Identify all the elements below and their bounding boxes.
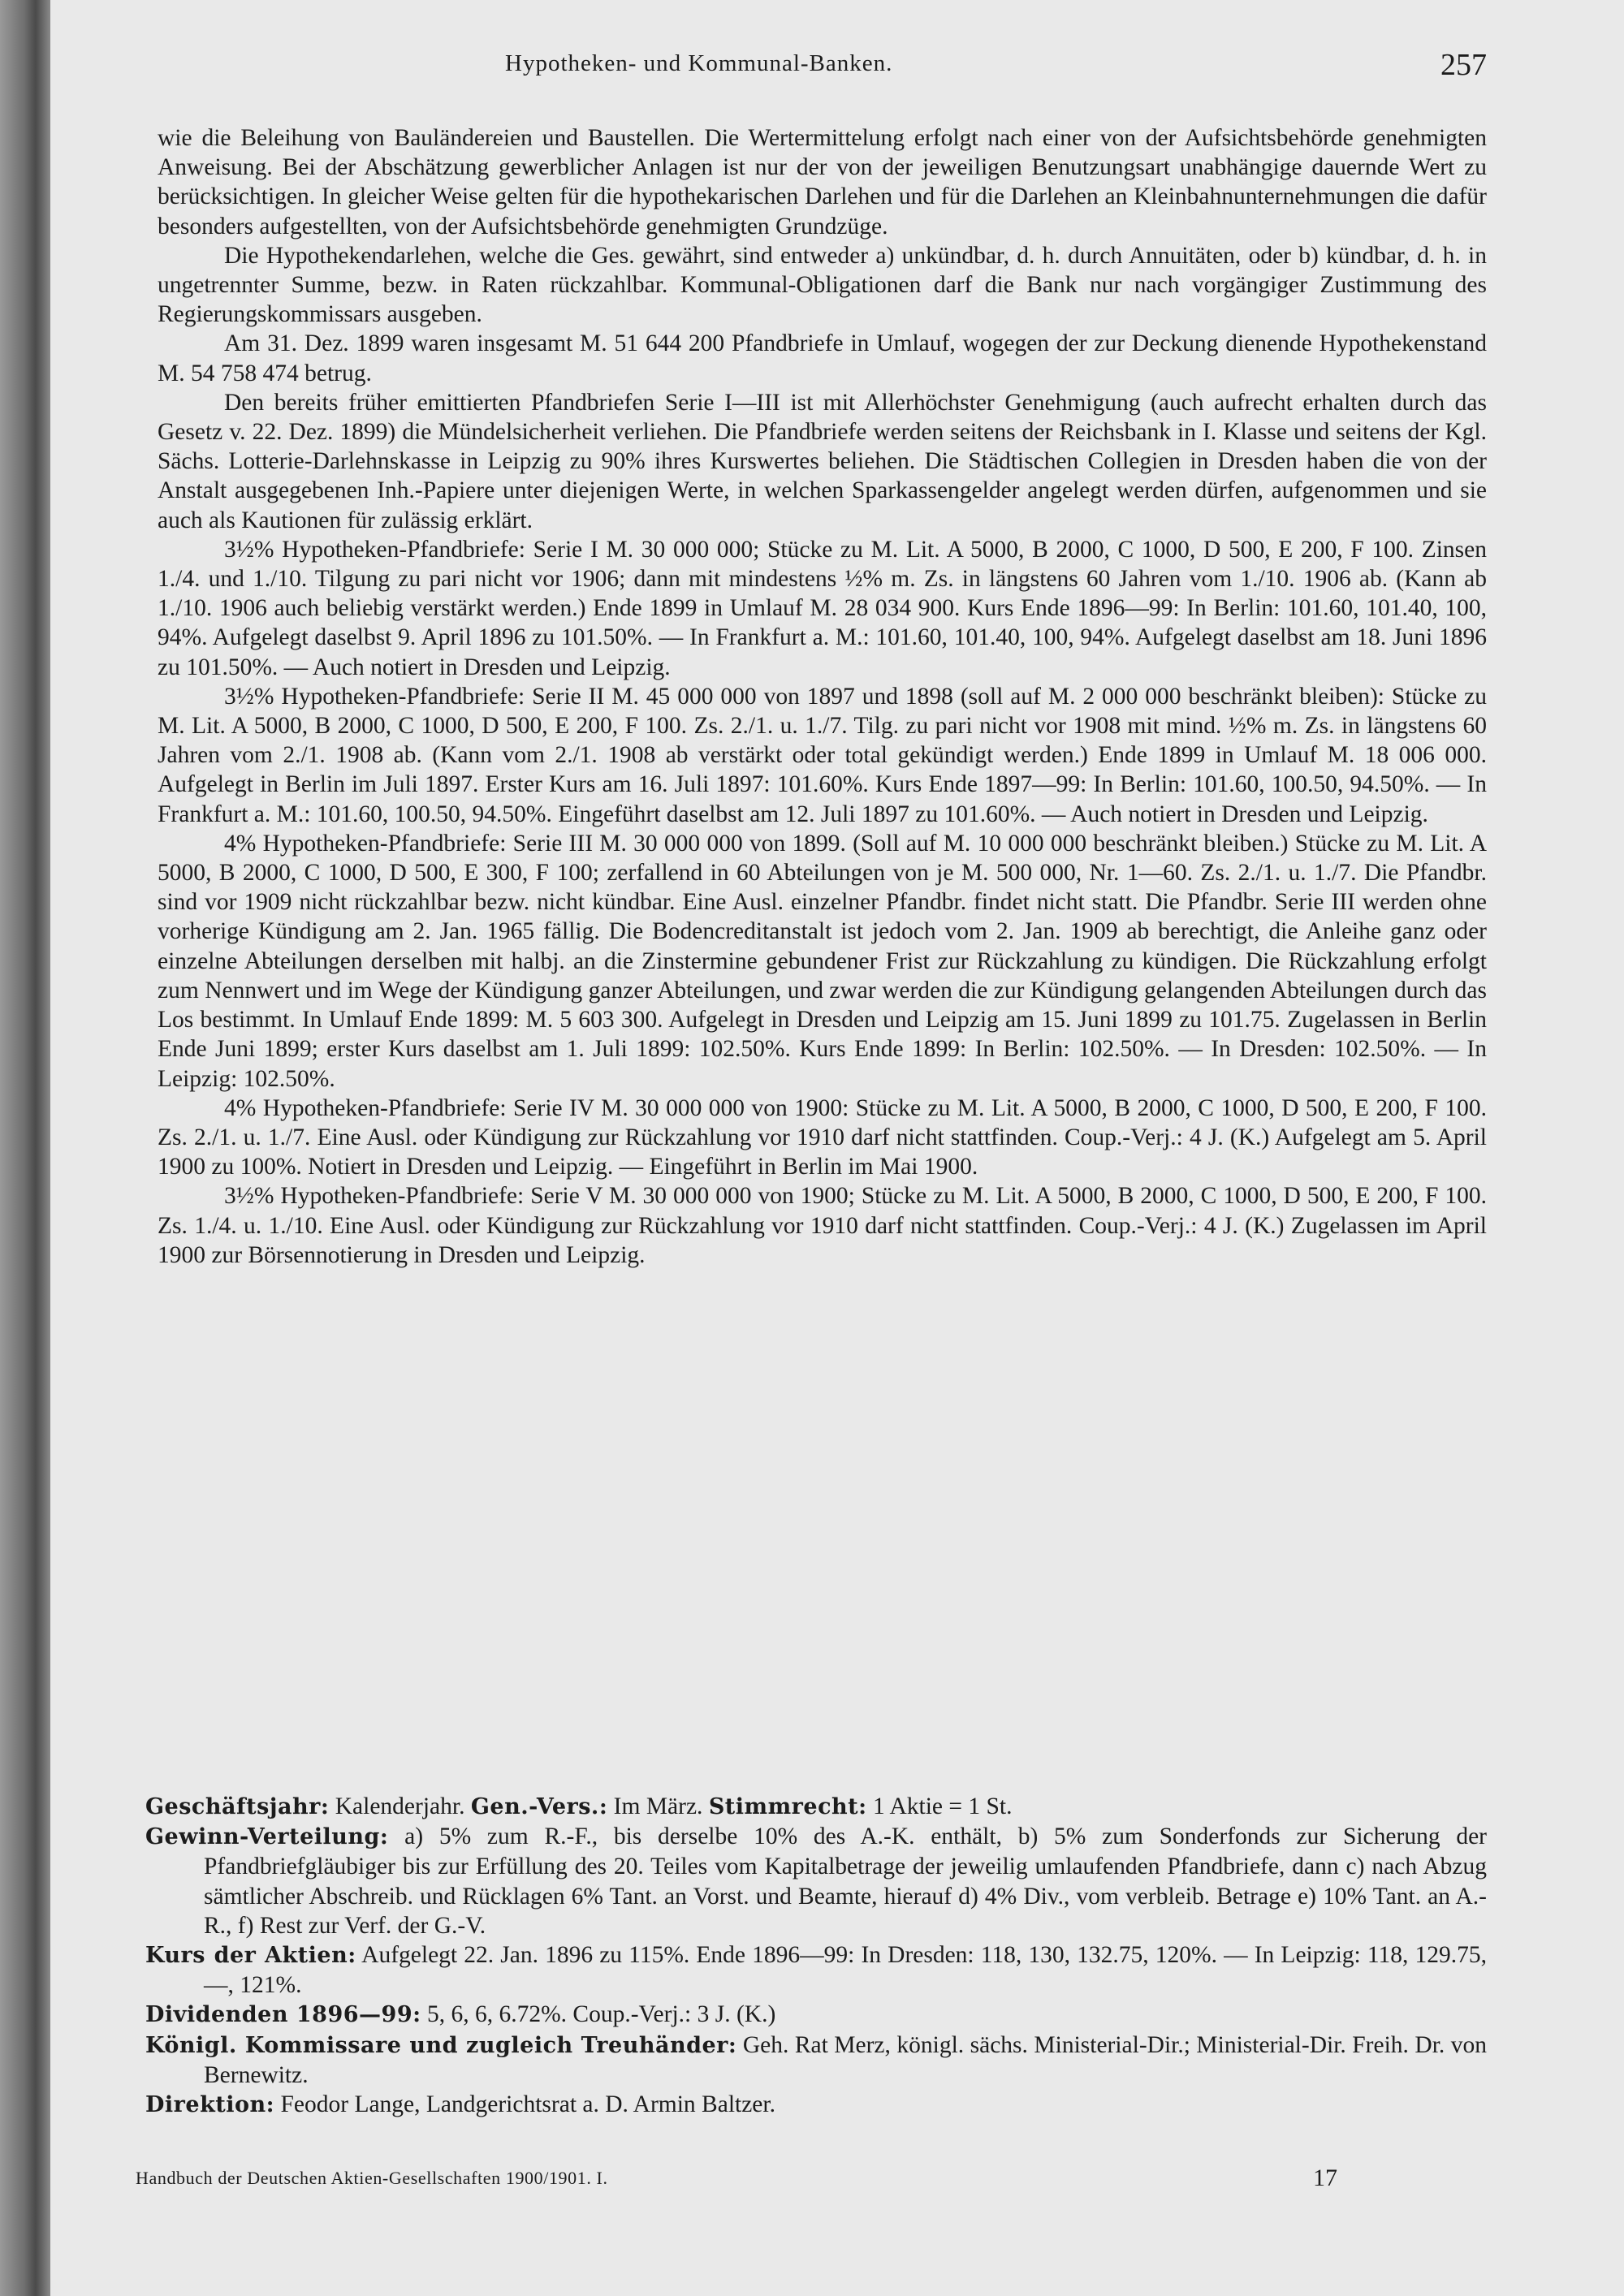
running-title: Hypotheken- und Kommunal-Banken. (505, 50, 893, 76)
paragraph-serie-3: 4% Hypotheken-Pfandbriefe: Serie III M. 30 000 000 von 1899. (Soll auf M. 10 000 000 beschränkt bleiben.) Stücke zu M. Lit. A 5000, B 2000, C 1000, D 500, E 300, F 100; zerfallend in 60 Abteilungen von je M. 500 000, Nr. 1—60. Zs. 2./1. u. 1./7. Die Pfandbr. sind vor 1909 nicht rückzahlbar bezw. nicht kündbar. Eine Ausl. einzelner Pfandbr. findet nicht statt. Die Pfandbr. Serie III werden ohne vorherige Kündigung am 2. Jan. 1965 fällig. Die Bodencreditanstalt ist jedoch vom 2. Jan. 1909 ab berechtigt, die Anleihe ganz oder einzelne Abteilungen derselben mit halbj. an die Zinstermine gebundener Frist zur Rückzahlung zu kündigen. Die Rückzahlung erfolgt zum Nennwert und im Wege der Kündigung ganzer Abteilungen, und zwar werden die zur Kündigung gelangenden Abteilungen durch das Los bestimmt. In Umlauf Ende 1899: M. 5 603 300. Aufgelegt in Dresden und Leipzig am 15. Juni 1899 zu 101.75. Zugelassen in Berlin Ende Juni 1899; erster Kurs daselbst am 1. Juli 1899: 102.50%. Kurs Ende 1899: In Berlin: 102.50%. — In Dresden: 102.50%. — In Leipzig: 102.50%. (158, 830, 1487, 1092)
entry-kurs-der-aktien (145, 1940, 1487, 2000)
company-facts (145, 1792, 1487, 2120)
entry-label: Direktion: (145, 2092, 275, 2118)
paragraph-muendelsicherheit: Den bereits früher emittierten Pfandbriefen Serie I—III ist mit Allerhöchster Genehmigung (auch aufrecht erhalten durch das Gesetz v. 22. Dez. 1899) die Mündelsicherheit verliehen. Die Pfandbriefe werden seitens der Reichsbank in I. Klasse und seitens der Kgl. Sächs. Lotterie-Darlehnskasse in Leipzig zu 90% ihres Kurswertes beliehen. Die Städtischen Collegien in Dresden haben die von der Anstalt ausgegebenen Inh.-Papiere unter diejenigen Werte, in welchen Sparkassengelder angelegt werden dürfen, aufgenommen und sie auch als Kautionen für zulässig erklärt. (158, 389, 1487, 533)
book-binding-edge (0, 0, 50, 2296)
signature-mark: 17 (1313, 2164, 1337, 2191)
entry-text: Feodor Lange, Landgerichtsrat a. D. Armin Baltzer. (274, 2091, 775, 2118)
entry-label: Stimmrecht: (708, 1794, 867, 1819)
scanned-page (50, 0, 1624, 2296)
paragraph-continued: wie die Beleihung von Bauländereien und Baustellen. Die Wertermittelung erfolgt nach einer von der Aufsichtsbehörde genehmigten Anweisung. Bei der Abschätzung gewerblicher Anlagen ist nur der von der jeweiligen Benutzungsart unabhängige dauernde Wert zu berücksichtigen. In gleicher Weise gelten für die hypothekarischen Darlehen und für die Darlehen an Kleinbahnunternehmungen die dafür besonders aufgestellten, von der Aufsichtsbehörde genehmigten Grundzüge. (158, 125, 1487, 240)
entry-text: Kalenderjahr. (329, 1793, 471, 1819)
paragraph-serie-1: 3½% Hypotheken-Pfandbriefe: Serie I M. 30 000 000; Stücke zu M. Lit. A 5000, B 2000, C 1000, D 500, E 200, F 100. Zinsen 1./4. und 1./10. Tilgung zu pari nicht vor 1906; dann mit mindestens ½% m. Zs. in längstens 60 Jahren vom 1./10. 1906 ab. (Kann ab 1./10. 1906 auch beliebig verstärkt werden.) Ende 1899 in Umlauf M. 28 034 900. Kurs Ende 1896—99: In Berlin: 101.60, 101.40, 100, 94%. Aufgelegt daselbst 9. April 1896 zu 101.50%. — In Frankfurt a. M.: 101.60, 101.40, 100, 94%. Aufgelegt daselbst am 18. Juni 1896 zu 101.50%. — Auch notiert in Dresden und Leipzig. (158, 536, 1487, 680)
footer-source: Handbuch der Deutschen Aktien-Gesellschaften 1900/1901. I. (136, 2168, 608, 2188)
page-header (50, 50, 1624, 88)
paragraph-serie-2: 3½% Hypotheken-Pfandbriefe: Serie II M. 45 000 000 von 1897 und 1898 (soll auf M. 2 000 000 beschränkt bleiben): Stücke zu M. Lit. A 5000, B 2000, C 1000, D 500, E 200, F 100. Zs. 2./1. u. 1./7. Tilg. zu pari nicht vor 1908 mit mind. ½% m. Zs. in längstens 60 Jahren vom 2./1. 1908 ab. (Kann vom 2./1. 1908 ab verstärkt oder total gekündigt werden.) Ende 1899 in Umlauf M. 18 006 000. Aufgelegt in Berlin im Juli 1897. Erster Kurs am 16. Juli 1897: 101.60%. Kurs Ende 1897—99: In Berlin: 101.60, 100.50, 94.50%. — In Frankfurt a. M.: 101.60, 100.50, 94.50%. Eingeführt daselbst am 12. Juli 1897 zu 101.60%. — Auch notiert in Dresden und Leipzig. (158, 683, 1487, 827)
entry-text: 1 Aktie = 1 St. (866, 1793, 1013, 1819)
entry-text: Geh. Rat Merz, königl. sächs. Ministerial-Dir.; Ministerial-Dir. Freih. Dr. von Bernewitz. (204, 2031, 1488, 2088)
page-number: 257 (1440, 48, 1487, 82)
paragraph-serie-5: 3½% Hypotheken-Pfandbriefe: Serie V M. 30 000 000 von 1900; Stücke zu M. Lit. A 5000, B 2000, C 1000, D 500, E 200, F 100. Zs. 1./4. u. 1./10. Eine Ausl. oder Kündigung zur Rückzahlung vor 1910 darf nicht stattfinden. Coup.-Verj.: 4 J. (K.) Zugelassen im April 1900 zur Börsennotierung in Dresden und Leipzig. (158, 1183, 1487, 1268)
entry-text: a) 5% zum R.-F., bis derselbe 10% des A.-K. enthält, b) 5% zum Sonderfonds zur Sicherung der Pfandbriefgläubiger bis zur Erfüllung des 20. Teiles vom Kapitalbetrage der jeweilig umlaufenden Pfandbriefe, dann c) nach Abzug sämtlicher Abschreib. und Rücklagen 6% Tant. an Vorst. und Beamte, hierauf d) 4% Div., vom verbleib. Betrage e) 10% Tant. an A.-R., f) Rest zur Verf. der G.-V. (204, 1823, 1487, 1939)
entry-text: 5, 6, 6, 6.72%. Coup.-Verj.: 3 J. (K.) (421, 2001, 776, 2028)
entry-kommissare (145, 2031, 1487, 2090)
entry-label: Gen.-Vers.: (470, 1794, 608, 1819)
entry-label: Königl. Kommissare und zugleich Treuhänder: (145, 2032, 737, 2058)
entry-text: Aufgelegt 22. Jan. 1896 zu 115%. Ende 1896—99: In Dresden: 118, 130, 132.75, 120%. — In Leipzig: 118, 129.75, —, 121%. (204, 1942, 1487, 1999)
entry-label: Geschäftsjahr: (145, 1794, 330, 1819)
entry-label: Gewinn-Verteilung: (145, 1824, 389, 1850)
entry-direktion (145, 2090, 1487, 2120)
entry-label: Kurs der Aktien: (145, 1943, 356, 1969)
page-footer (136, 2164, 1516, 2200)
entry-gewinn-verteilung (145, 1822, 1487, 1940)
entry-geschaeftsjahr (145, 1792, 1487, 1822)
paragraph-hypothekendarlehen: Die Hypothekendarlehen, welche die Ges. gewährt, sind entweder a) unkündbar, d. h. durch Annuitäten, oder b) kündbar, d. h. in ungetrennter Summe, bezw. in Raten rückzahlbar. Kommunal-Obligationen darf die Bank nur nach vorgängiger Zustimmung des Regierungskommissars ausgeben. (158, 242, 1487, 328)
paragraph-pfandbriefe-umlauf: Am 31. Dez. 1899 waren insgesamt M. 51 644 200 Pfandbriefe in Umlauf, wogegen der zur Deckung dienende Hypothekenstand M. 54 758 474 betrug. (158, 330, 1487, 386)
entry-label: Dividenden 1896—99: (145, 2002, 421, 2028)
paragraph-serie-4: 4% Hypotheken-Pfandbriefe: Serie IV M. 30 000 000 von 1900: Stücke zu M. Lit. A 5000, B 2000, C 1000, D 500, E 200, F 100. Zs. 2./1. u. 1./7. Eine Ausl. oder Kündigung zur Rückzahlung vor 1910 darf nicht stattfinden. Coup.-Verj.: 4 J. (K.) Aufgelegt am 5. April 1900 zu 100%. Notiert in Dresden und Leipzig. — Eingeführt in Berlin im Mai 1900. (158, 1094, 1487, 1180)
main-text (158, 123, 1487, 1270)
entry-text: Im März. (607, 1793, 709, 1819)
entry-dividenden (145, 2000, 1487, 2030)
